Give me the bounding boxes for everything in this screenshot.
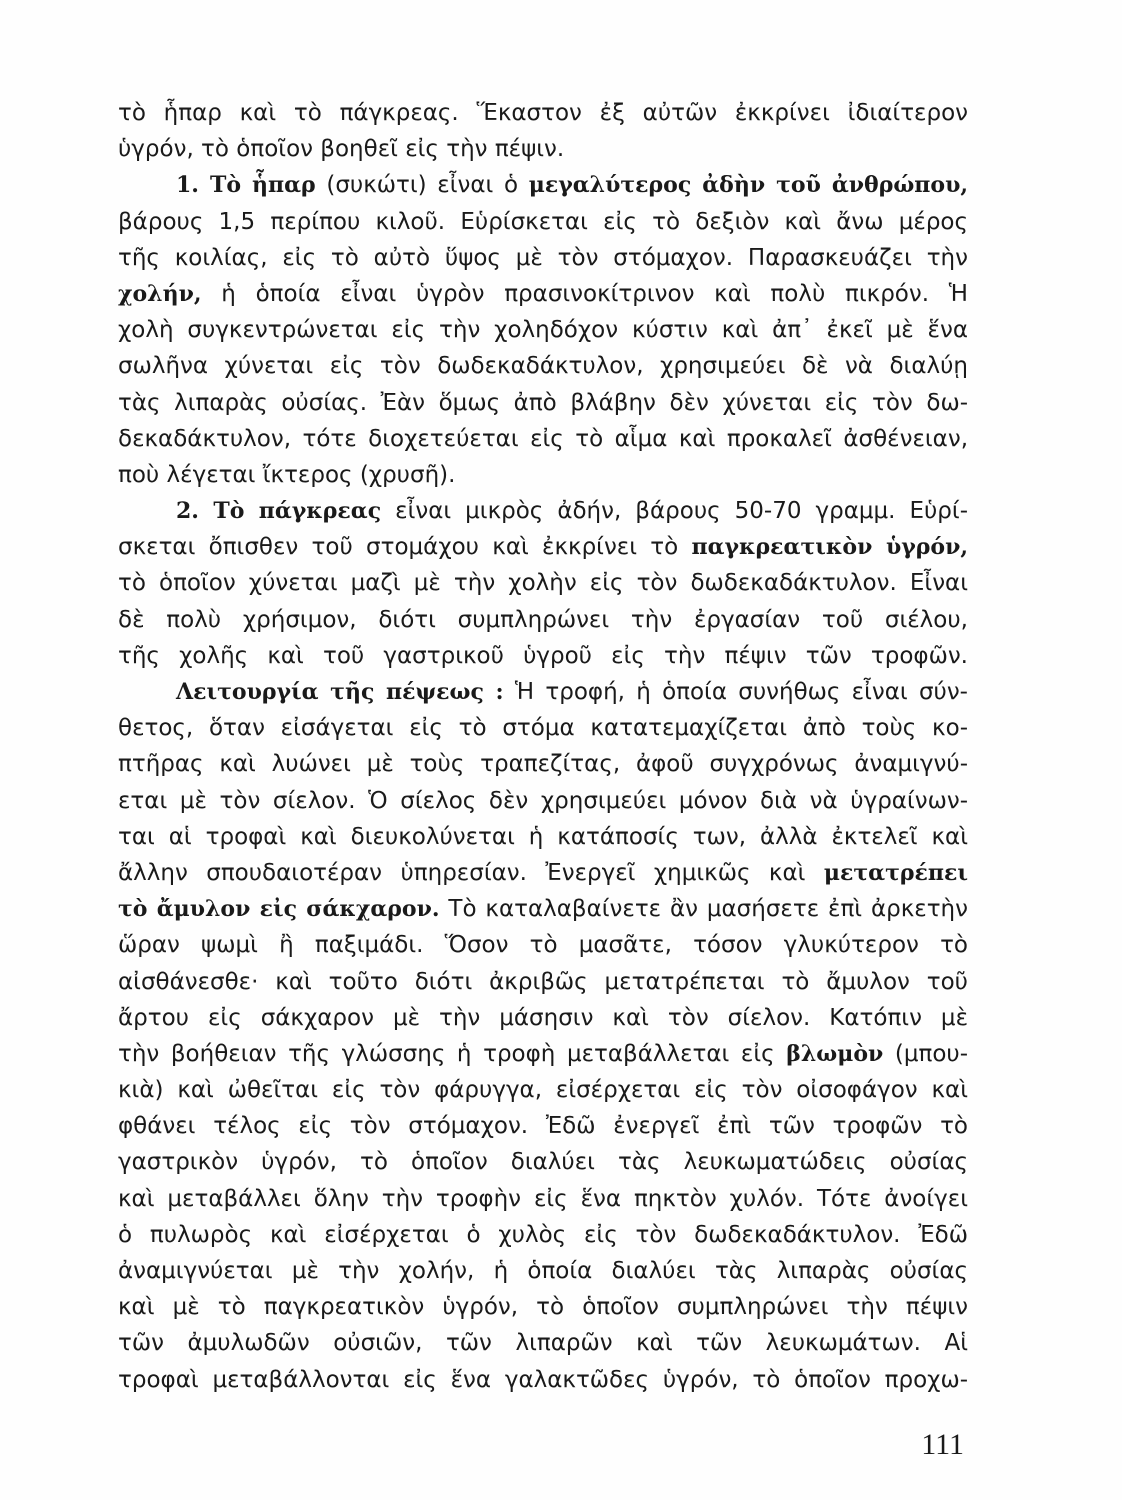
text-line: [118, 1144, 968, 1180]
text-line: [118, 1253, 968, 1289]
text-line: [118, 457, 968, 493]
text-line: [118, 710, 968, 746]
bold-term: 1. Τὸ ἧπαρ: [176, 172, 316, 199]
bold-term: Λειτουργία τῆς πέψεως :: [176, 679, 504, 705]
text-line: [118, 1217, 968, 1253]
text-segment: κιὰ) καὶ ὠθεῖται εἰς τὸν φάρυγγα, εἰσέρχεται εἰς τὸν οἰσοφάγον καὶ: [118, 1077, 968, 1104]
text-line: [118, 1000, 968, 1036]
text-segment: ποὺ λέγεται ἴκτερος (χρυσῆ).: [118, 461, 456, 488]
text-line: [118, 95, 968, 131]
text-line: [118, 1362, 968, 1398]
text-line: [118, 493, 968, 529]
bold-term: χολήν,: [118, 280, 202, 307]
text-segment: ἀναμιγνύεται μὲ τὴν χολήν, ἡ ὁποία διαλύει τὰς λιπαρὰς οὐσίας: [118, 1258, 968, 1284]
bold-term: μεγαλύτερος ἀδὴν τοῦ ἀνθρώπου,: [528, 172, 968, 199]
text-segment: ἡ ὁποία εἶναι ὑγρὸν πρασινοκίτρινον καὶ πολὺ πικρόν. Ἡ: [201, 280, 968, 307]
text-line: [118, 1325, 968, 1361]
text-segment: τῆς χολῆς καὶ τοῦ γαστρικοῦ ὑγροῦ εἰς τὴν πέψιν τῶν τροφῶν.: [118, 642, 968, 669]
text-line: [118, 167, 968, 203]
text-segment: ἄλλην σπουδαιοτέραν ὑπηρεσίαν. Ἐνεργεῖ χημικῶς καὶ: [118, 859, 824, 886]
text-line: [118, 421, 968, 457]
text-line: [118, 674, 968, 710]
text-line: [118, 964, 968, 1000]
text-line: [118, 638, 968, 674]
text-segment: τὴν βοήθειαν τῆς γλώσσης ἡ τροφὴ μεταβάλλεται εἰς: [118, 1040, 787, 1067]
text-segment: καὶ μὲ τὸ παγκρεατικὸν ὑγρόν, τὸ ὁποῖον συμπληρώνει τὴν πέψιν: [118, 1294, 968, 1321]
text-segment: βάρους 1,5 περίπου κιλοῦ. Εὑρίσκεται εἰς τὸ δεξιὸν καὶ ἄνω μέρος: [118, 208, 968, 235]
text-segment: ἄρτου εἰς σάκχαρον μὲ τὴν μάσησιν καὶ τὸν σίελον. Κατόπιν μὲ: [118, 1004, 968, 1031]
text-segment: ὑγρόν, τὸ ὁποῖον βοηθεῖ εἰς τὴν πέψιν.: [118, 136, 565, 163]
text-segment: σωλῆνα χύνεται εἰς τὸν δωδεκαδάκτυλον, χρησιμεύει δὲ νὰ διαλύῃ: [118, 353, 968, 380]
text-line: [118, 891, 968, 927]
text-segment: γαστρικὸν ὑγρόν, τὸ ὁποῖον διαλύει τὰς λευκωματώδεις οὐσίας: [118, 1149, 968, 1176]
text-segment: ὥραν ψωμὶ ἢ παξιμάδι. Ὅσον τὸ μασᾶτε, τόσον γλυκύτερον τὸ: [118, 932, 968, 959]
text-segment: (συκώτι) εἶναι ὁ: [315, 172, 529, 199]
text-segment: ται αἱ τροφαὶ καὶ διευκολύνεται ἡ κατάποσίς των, ἀλλὰ ἐκτελεῖ καὶ: [118, 823, 968, 850]
text-segment: πτῆρας καὶ λυώνει μὲ τοὺς τραπεζίτας, ἀφοῦ συγχρόνως ἀναμιγνύ-: [118, 751, 968, 778]
page-number: 111: [921, 1428, 964, 1461]
text-line: [118, 240, 968, 276]
text-line: [118, 1289, 968, 1325]
text-line: [118, 1108, 968, 1144]
text-line: [118, 529, 968, 565]
text-line: [118, 204, 968, 240]
text-line: [118, 746, 968, 782]
text-line: [118, 131, 968, 167]
bold-term: βλωμὸν: [786, 1040, 884, 1067]
text-line: [118, 276, 968, 312]
text-line: [118, 783, 968, 819]
text-segment: φθάνει τέλος εἰς τὸν στόμαχον. Ἐδῶ ἐνεργεῖ ἐπὶ τῶν τροφῶν τὸ: [118, 1113, 968, 1140]
text-segment: σκεται ὄπισθεν τοῦ στομάχου καὶ ἐκκρίνει τὸ: [118, 534, 692, 561]
text-segment: τῆς κοιλίας, εἰς τὸ αὐτὸ ὕψος μὲ τὸν στόμαχον. Παρασκευάζει τὴν: [118, 244, 968, 271]
bold-term: μετατρέπει: [823, 859, 968, 886]
bold-term: 2. Τὸ πάγκρεας: [176, 498, 382, 525]
text-segment: (μπου-: [883, 1040, 968, 1067]
text-segment: Ἡ τροφή, ἡ ὁποία συνήθως εἶναι σύν-: [503, 679, 968, 705]
text-line: [118, 312, 968, 348]
text-line: [118, 565, 968, 601]
text-line: [118, 602, 968, 638]
text-segment: ὁ πυλωρὸς καὶ εἰσέρχεται ὁ χυλὸς εἰς τὸν δωδεκαδάκτυλον. Ἐδῶ: [118, 1221, 968, 1248]
text-segment: αἰσθάνεσθε· καὶ τοῦτο διότι ἀκριβῶς μετατρέπεται τὸ ἄμυλον τοῦ: [118, 968, 968, 995]
text-segment: εἶναι μικρὸς ἀδήν, βάρους 50-70 γραμμ. Εὑρί-: [381, 498, 968, 525]
text-segment: τὸ ὁποῖον χύνεται μαζὶ μὲ τὴν χολὴν εἰς τὸν δωδεκαδάκτυλον. Εἶναι: [118, 570, 968, 597]
text-segment: εται μὲ τὸν σίελον. Ὁ σίελος δὲν χρησιμεύει μόνον διὰ νὰ ὑγραίνων-: [118, 787, 968, 814]
text-line: [118, 819, 968, 855]
text-segment: τῶν ἀμυλωδῶν οὐσιῶν, τῶν λιπαρῶν καὶ τῶν λευκωμάτων. Αἱ: [118, 1330, 968, 1357]
text-segment: Τὸ καταλαβαίνετε ἂν μασήσετε ἐπὶ ἀρκετὴν: [439, 896, 968, 923]
body-text: [118, 95, 968, 1398]
text-line: [118, 385, 968, 421]
text-segment: δὲ πολὺ χρήσιμον, διότι συμπληρώνει τὴν ἐργασίαν τοῦ σιέλου,: [118, 606, 968, 633]
text-line: [118, 927, 968, 963]
text-line: [118, 1036, 968, 1072]
text-segment: θετος, ὅταν εἰσάγεται εἰς τὸ στόμα κατατεμαχίζεται ἀπὸ τοὺς κο-: [118, 715, 968, 742]
text-line: [118, 1072, 968, 1108]
text-line: [118, 855, 968, 891]
text-segment: τὸ ἧπαρ καὶ τὸ πάγκρεας. Ἕκαστον ἐξ αὐτῶν ἐκκρίνει ἰδιαίτερον: [118, 100, 968, 126]
text-segment: τροφαὶ μεταβάλλονται εἰς ἕνα γαλακτῶδες ὑγρόν, τὸ ὁποῖον προχω-: [118, 1366, 968, 1393]
bold-term: τὸ ἄμυλον εἰς σάκχαρον.: [118, 896, 440, 923]
text-segment: τὰς λιπαρὰς οὐσίας. Ἐὰν ὅμως ἀπὸ βλάβην δὲν χύνεται εἰς τὸν δω-: [118, 389, 968, 416]
text-line: [118, 1181, 968, 1217]
text-line: [118, 348, 968, 384]
text-segment: καὶ μεταβάλλει ὅλην τὴν τροφὴν εἰς ἕνα πηκτὸν χυλόν. Τότε ἀνοίγει: [118, 1185, 968, 1212]
text-segment: χολὴ συγκεντρώνεται εἰς τὴν χοληδόχον κύστιν καὶ ἀπ᾿ ἐκεῖ μὲ ἕνα: [118, 317, 968, 344]
text-segment: δεκαδάκτυλον, τότε διοχετεύεται εἰς τὸ αἷμα καὶ προκαλεῖ ἀσθένειαν,: [118, 425, 968, 452]
bold-term: παγκρεατικὸν ὑγρόν,: [691, 534, 968, 561]
